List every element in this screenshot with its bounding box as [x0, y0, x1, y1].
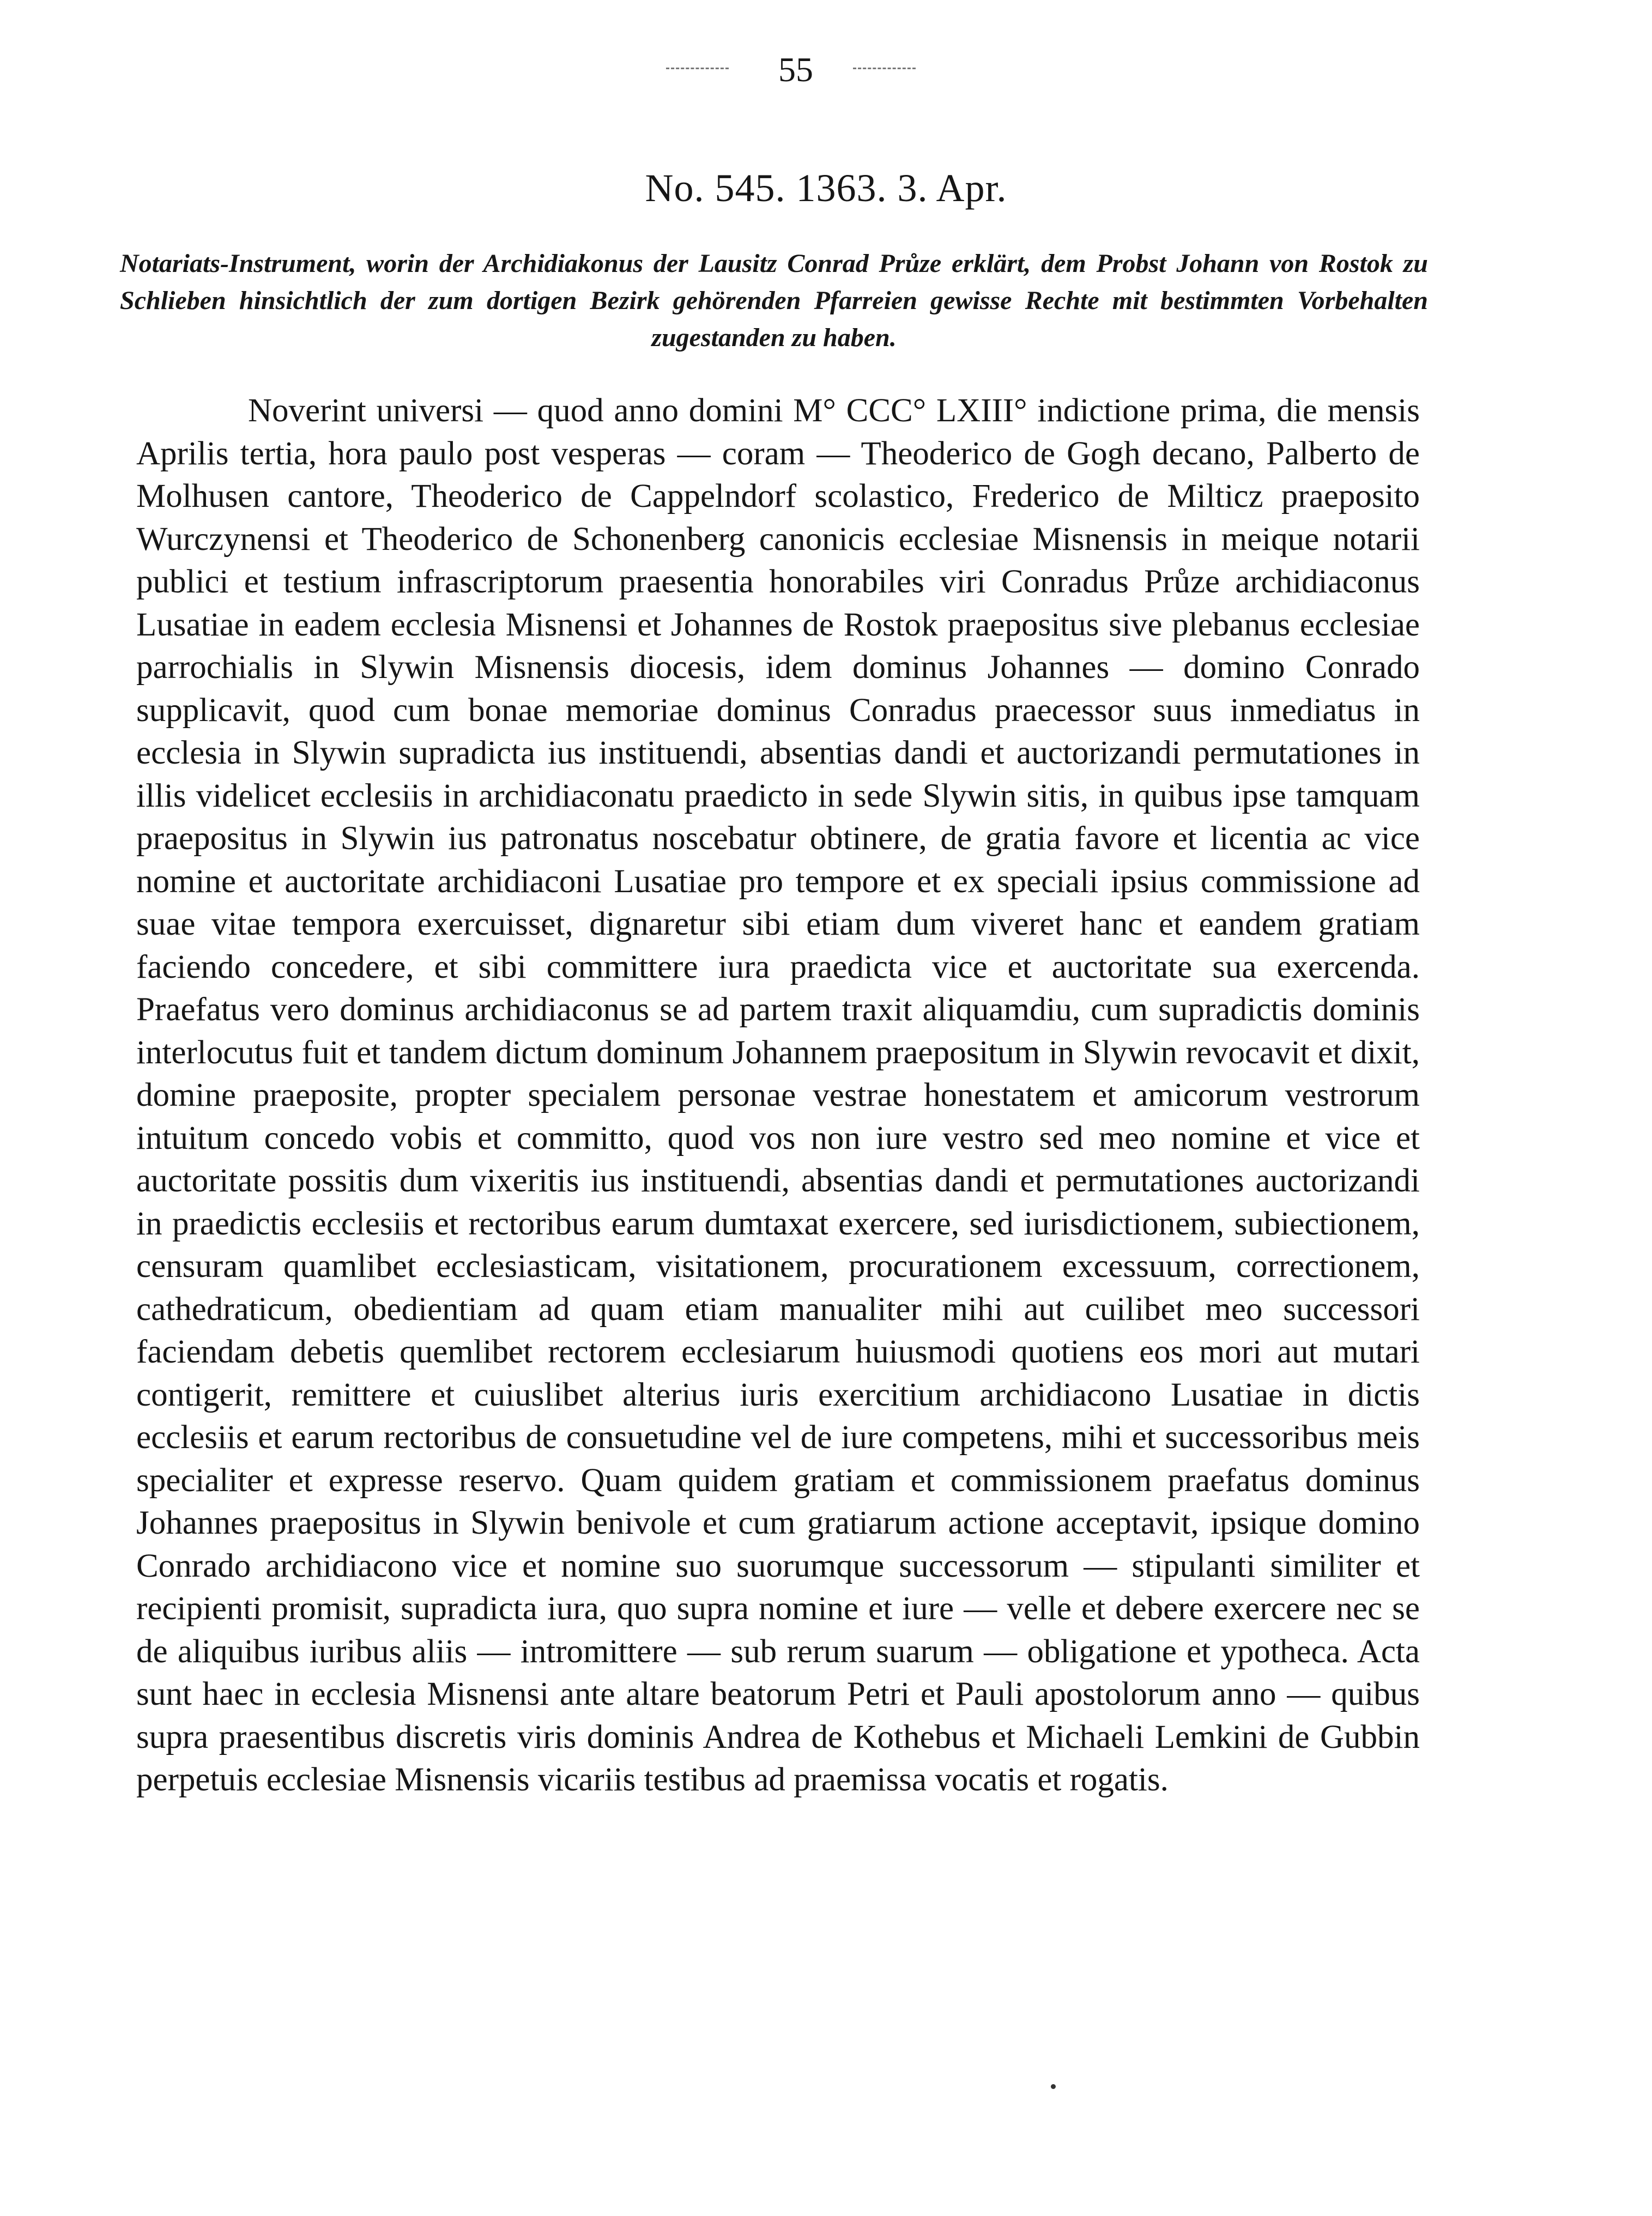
- header-rule-left: [666, 68, 729, 69]
- ink-speck: [1051, 2084, 1056, 2089]
- document-body-text: Noverint universi — quod anno domini M° CCC° LXIII° indictione prima, die mensis Aprilis tertia, hora paulo post vesperas — coram — Theoderico de Gogh decano, Palberto de Molhusen cantore, Theoderico de Cappelndorf scolastico, Frederico de Milticz praeposito Wurczynensi et Theoderico de Schonenberg canonicis ecclesiae Misnensis in meique notarii publici et testium infrascriptorum praesentia honorabiles viri Conradus Průze archidiaconus Lusatiae in eadem ecclesia Misnensi et Johannes de Rostok praepositus sive plebanus ecclesiae parrochialis in Slywin Misnensis diocesis, idem dominus Johannes — domino Conrado supplicavit, quod cum bonae memoriae dominus Conradus praecessor suus inmediatus in ecclesia in Slywin supradicta ius instituendi, absentias dandi et auctorizandi permutationes in illis videlicet ecclesiis in archidiaconatu praedicto in sede Slywin sitis, in quibus ipse tamquam praepositus in Slywin ius patronatus noscebatur obtinere, de gratia favore et licentia ac vice nomine et auctoritate archidiaconi Lusatiae pro tempore et ex speciali ipsius commissione ad suae vitae tempora exercuisset, dignaretur sibi etiam dum viveret hanc et eandem gratiam faciendo concedere, et sibi committere iura praedicta vice et auctoritate sua exercenda. Praefatus vero dominus archidiaconus se ad partem traxit aliquamdiu, cum supradictis dominis interlocutus fuit et tandem dictum dominum Johannem praepositum in Slywin revocavit et dixit, domine praeposite, propter specialem personae vestrae honestatem et amicorum vestrorum intuitum concedo vobis et committo, quod vos non iure vestro sed meo nomine et vice et auctoritate possitis dum vixeritis ius instituendi, absentias dandi et permutationes auctorizandi in praedictis ecclesiis et rectoribus earum dumtaxat exercere, sed iurisdictionem, subiectionem, censuram quamlibet ecclesiasticam, visitationem, procurationem excessuum, correctionem, cathedraticum, obedientiam ad quam etiam manualiter mihi aut cuilibet meo successori faciendam debetis quemlibet rectorem ecclesiarum huiusmodi quotiens eos mori aut mutari contigerit, remittere et cuiuslibet alterius iuris exercitium archidiacono Lusatiae in dictis ecclesiis et earum rectoribus de consuetudine vel de iure competens, mihi et successoribus meis specialiter et expresse reservo. Quam quidem gratiam et commissionem praefatus dominus Johannes praepositus in Slywin benivole et cum gratiarum actione acceptavit, ipsique domino Conrado archidiacono vice et nomine suo suorumque successorum — stipulanti similiter et recipienti promisit, supradicta iura, quo supra nomine et iure — velle et debere exercere nec se de aliquibus iuribus aliis — intromittere — sub rerum suarum — obligatione et ypotheca. Acta sunt haec in ecclesia Misnensi ante altare beatorum Petri et Pauli apostolorum anno — quibus supra praesentibus discretis viris dominis Andrea de Kothebus et Michaeli Lemkini de Gubbin perpetuis ecclesiae Misnensis vicariis testibus ad praemissa vocatis et rogatis.: [136, 392, 1420, 1798]
- document-regest: Notariats-Instrument, worin der Archidiakonus der Lausitz Conrad Průze erklärt, dem Probst Johann von Rostok zu Schlieben hinsichtlich der zum dortigen Bezirk gehörenden Pfarreien gewisse Rechte mit bestimmten Vorbehalten zugestanden zu haben.: [120, 249, 1428, 352]
- page-header: [0, 48, 1652, 92]
- page-number: 55: [778, 50, 813, 89]
- document-heading: No. 545. 1363. 3. Apr.: [645, 166, 1007, 210]
- header-rule-right: [853, 68, 916, 69]
